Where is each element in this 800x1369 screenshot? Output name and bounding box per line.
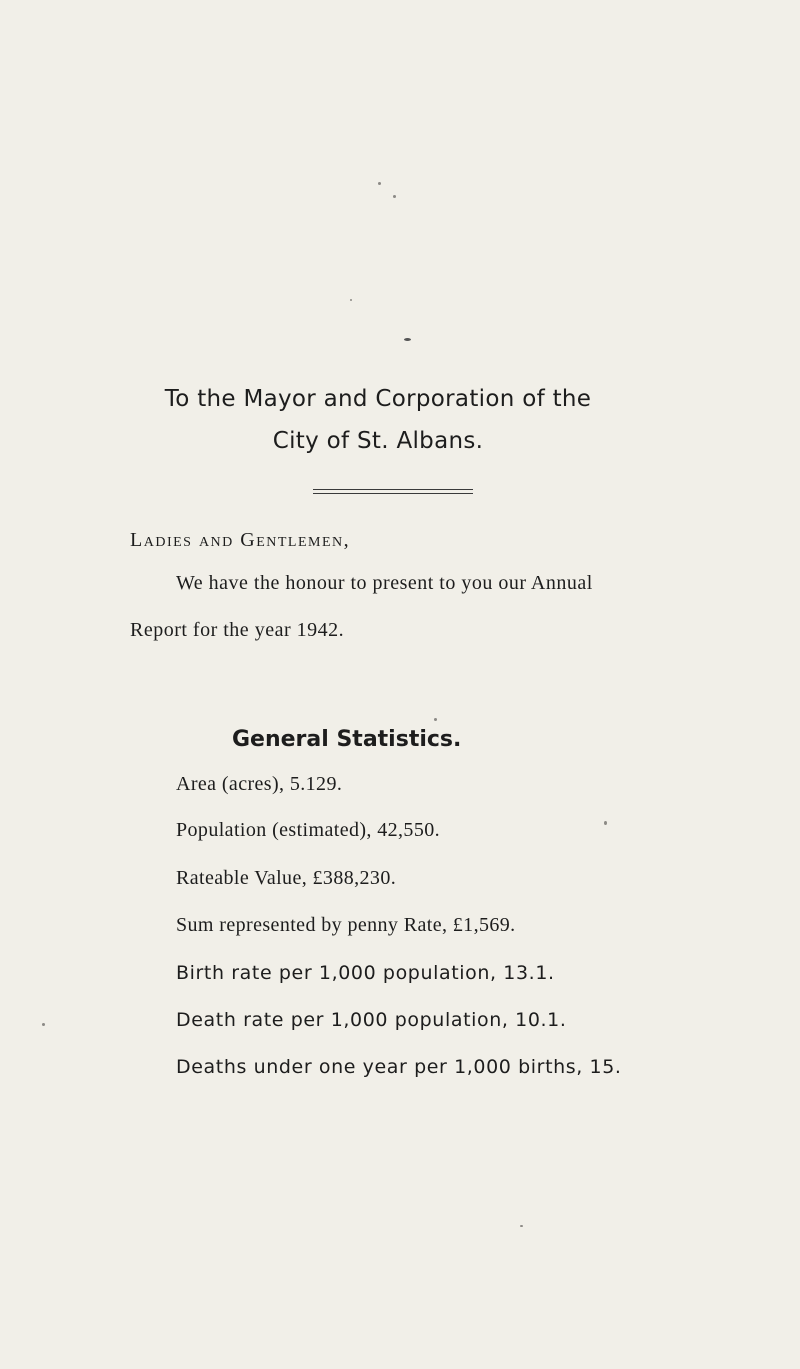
paper-speck [393, 195, 396, 198]
paper-speck [378, 182, 381, 185]
paper-speck [520, 1225, 523, 1227]
stat-population: Population (estimated), 42,550. [176, 819, 441, 841]
addressee-line-2: City of St. Albans. [272, 428, 484, 454]
paper-speck [404, 338, 411, 341]
addressee-line-1: To the Mayor and Corporation of the [164, 386, 592, 412]
stat-penny-rate: Sum represented by penny Rate, £1,569. [176, 914, 516, 936]
paper-speck [434, 718, 437, 721]
stat-death-rate: Death rate per 1,000 population, 10.1. [176, 1009, 567, 1031]
paper-speck [42, 1023, 45, 1026]
stat-area: Area (acres), 5.129. [176, 773, 343, 795]
divider-rule-top [313, 489, 473, 490]
divider-rule-bottom [313, 493, 473, 494]
section-title: General Statistics. [232, 727, 462, 752]
stat-rateable-value: Rateable Value, £388,230. [176, 867, 397, 889]
stat-infant-deaths: Deaths under one year per 1,000 births, 15. [176, 1056, 622, 1078]
intro-line-2: Report for the year 1942. [130, 619, 345, 641]
paper-speck [350, 299, 352, 301]
paper-speck [604, 821, 607, 825]
intro-line-1: We have the honour to present to you our Annual [176, 572, 593, 594]
stat-birth-rate: Birth rate per 1,000 population, 13.1. [176, 962, 555, 984]
salutation: Ladies and Gentlemen, [130, 529, 351, 551]
